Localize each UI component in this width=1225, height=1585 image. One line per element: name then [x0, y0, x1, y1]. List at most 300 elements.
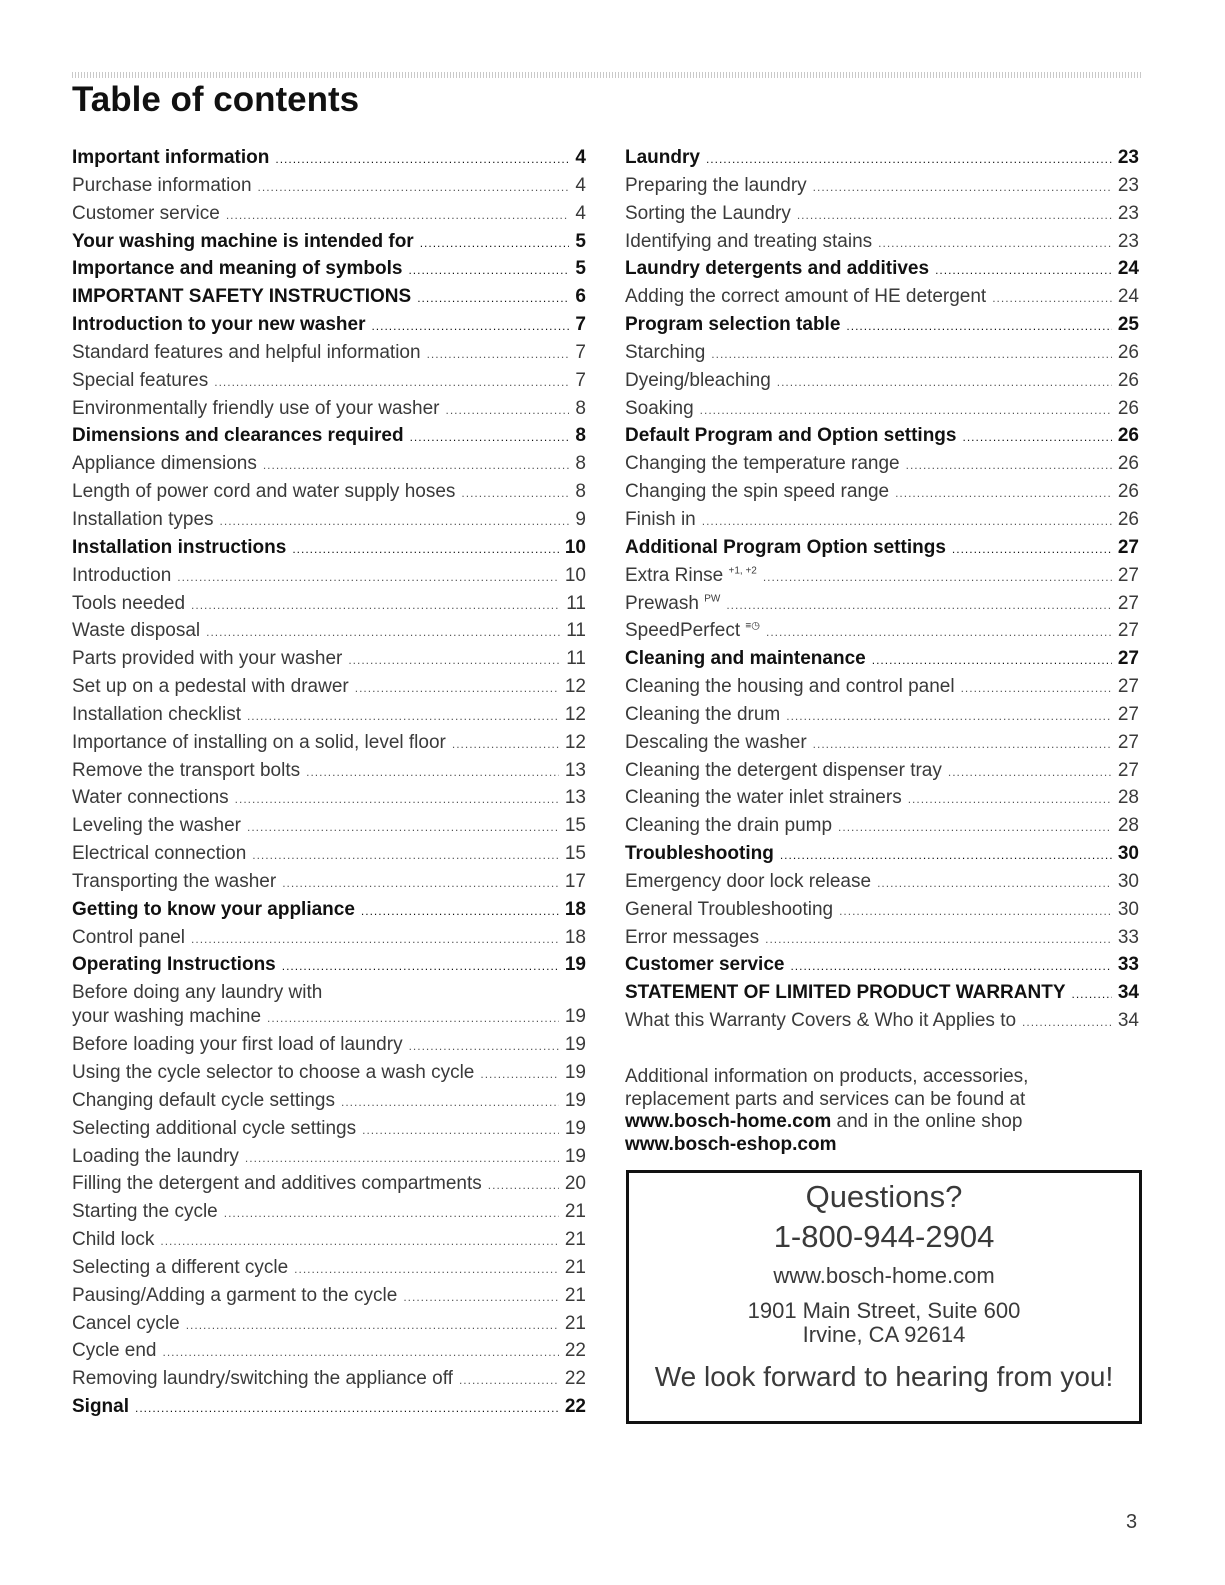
- dot-leader: [872, 653, 1112, 667]
- toc-entry[interactable]: [72, 1201, 586, 1229]
- dot-leader: [895, 486, 1112, 500]
- dot-leader: [786, 709, 1112, 723]
- toc-page-number: 27: [1117, 676, 1139, 698]
- toc-section-entry[interactable]: [72, 314, 586, 342]
- dot-leader: [906, 458, 1112, 472]
- toc-section-entry[interactable]: [625, 843, 1139, 871]
- toc-entry[interactable]: [72, 704, 586, 732]
- bosch-home-link[interactable]: www.bosch-home.com: [625, 1111, 832, 1132]
- dot-leader: [952, 542, 1112, 556]
- toc-entry[interactable]: [625, 370, 1139, 398]
- info-line-2: replacement parts and services can be found at: [625, 1088, 1026, 1110]
- toc-entry-title: Environmentally friendly use of your washer: [72, 397, 440, 419]
- toc-entry-title: Selecting additional cycle settings: [72, 1117, 357, 1139]
- toc-entry[interactable]: [625, 398, 1139, 426]
- toc-page-number: 15: [564, 843, 586, 865]
- toc-left-column: [72, 147, 586, 1424]
- toc-entry-title: Default Program and Option settings: [625, 425, 957, 447]
- toc-entry[interactable]: [72, 1285, 586, 1313]
- dot-leader: [1072, 987, 1112, 1001]
- toc-entry-title: Importance and meaning of symbols: [72, 258, 403, 280]
- toc-entry[interactable]: [625, 481, 1139, 509]
- toc-entry-title: Cleaning the water inlet strainers: [625, 787, 902, 809]
- toc-section-entry[interactable]: [72, 537, 586, 565]
- toc-entry-title: Changing the temperature range: [625, 453, 900, 475]
- toc-entry-title: Control panel: [72, 926, 186, 948]
- toc-page-number: 27: [1117, 592, 1139, 614]
- toc-page-number: 22: [564, 1396, 586, 1418]
- toc-page-number: 21: [564, 1256, 586, 1278]
- dot-leader: [1022, 1015, 1112, 1029]
- dot-leader: [160, 1234, 558, 1248]
- toc-entry-title: Appliance dimensions: [72, 453, 257, 475]
- address-line-2: Irvine, CA 92614: [802, 1322, 966, 1347]
- toc-entry-title: Starching: [625, 341, 706, 363]
- toc-page-number: 19: [564, 1034, 586, 1056]
- toc-entry-title: Soaking: [625, 397, 694, 419]
- dot-leader: [258, 180, 570, 194]
- toc-entry-title: Electrical connection: [72, 843, 247, 865]
- dot-leader: [306, 765, 559, 779]
- toc-entry-title: Important information: [72, 147, 270, 168]
- dot-leader: [282, 876, 559, 890]
- toc-right-column: [625, 147, 1139, 1038]
- toc-entry-title: Troubleshooting: [625, 843, 774, 865]
- toc-entry[interactable]: [72, 760, 586, 788]
- toc-page-number: 8: [575, 453, 586, 475]
- toc-entry-title: Selecting a different cycle: [72, 1256, 289, 1278]
- toc-entry-title: Cleaning the drum: [625, 703, 781, 725]
- toc-entry[interactable]: [625, 927, 1139, 955]
- toc-entry-title: Operating Instructions: [72, 954, 276, 976]
- toc-page-number: 13: [564, 759, 586, 781]
- dot-leader: [877, 876, 1112, 890]
- toc-entry[interactable]: [72, 1229, 586, 1257]
- toc-page-number: 7: [575, 369, 586, 391]
- toc-page-number: 24: [1117, 258, 1139, 280]
- toc-entry[interactable]: [625, 871, 1139, 899]
- dot-leader: [420, 236, 570, 250]
- toc-entry[interactable]: [72, 1146, 586, 1174]
- toc-page-number: 8: [575, 397, 586, 419]
- toc-page-number: 11: [566, 592, 586, 614]
- toc-entry-title: Laundry detergents and additives: [625, 258, 930, 280]
- address-line-1: 1901 Main Street, Suite 600: [747, 1298, 1021, 1323]
- dot-leader: [220, 514, 570, 528]
- toc-entry-title: Waste disposal: [72, 620, 201, 642]
- toc-section-entry[interactable]: [625, 314, 1139, 342]
- dot-leader: [282, 959, 559, 973]
- toc-entry-title: Introduction: [72, 564, 172, 586]
- toc-entry[interactable]: [625, 342, 1139, 370]
- closing-message: We look forward to hearing from you!: [654, 1361, 1114, 1392]
- toc-entry-title: your washing machine: [72, 1006, 262, 1028]
- toc-page-number: 5: [575, 230, 586, 252]
- top-divider: [72, 72, 1142, 78]
- toc-entry-title: Filling the detergent and additives compartments: [72, 1173, 482, 1195]
- dot-leader: [700, 403, 1112, 417]
- toc-section-entry[interactable]: [72, 147, 586, 175]
- toc-page-number: 22: [564, 1368, 586, 1390]
- dot-leader: [908, 792, 1112, 806]
- dot-leader: [371, 319, 569, 333]
- toc-entry[interactable]: [72, 1006, 586, 1034]
- toc-page-number: 25: [1117, 314, 1139, 336]
- toc-section-entry[interactable]: [72, 286, 586, 314]
- toc-entry[interactable]: [72, 1257, 586, 1285]
- toc-entry[interactable]: [72, 593, 586, 621]
- dot-leader: [186, 1318, 559, 1332]
- toc-entry-title: Installation instructions: [72, 536, 287, 558]
- toc-page-number: 21: [564, 1284, 586, 1306]
- toc-page-number: 11: [566, 648, 586, 670]
- toc-page-number: 23: [1117, 174, 1139, 196]
- dot-leader: [163, 1345, 559, 1359]
- toc-entry-title: Introduction to your new washer: [72, 314, 366, 336]
- toc-page-number: 7: [575, 314, 586, 336]
- toc-page-number: 34: [1117, 1010, 1139, 1032]
- toc-page-number: 10: [564, 564, 586, 586]
- dot-leader: [247, 709, 559, 723]
- toc-section-entry[interactable]: [72, 231, 586, 259]
- toc-page-number: 21: [564, 1229, 586, 1251]
- toc-page-number: 17: [564, 870, 586, 892]
- toc-entry-title: Signal: [72, 1396, 130, 1418]
- dot-leader: [962, 430, 1111, 444]
- toc-page-number: 27: [1117, 703, 1139, 725]
- dot-leader: [214, 375, 569, 389]
- toc-page-number: 12: [564, 731, 586, 753]
- toc-entry-title: Emergency door lock release: [625, 870, 872, 892]
- toc-entry[interactable]: [625, 732, 1139, 760]
- toc-section-entry[interactable]: [625, 648, 1139, 676]
- toc-page-number: 19: [564, 1089, 586, 1111]
- toc-entry[interactable]: [72, 927, 586, 955]
- toc-entry-title: Child lock: [72, 1229, 155, 1251]
- questions-box: [626, 1170, 1142, 1424]
- toc-page-number: 27: [1117, 536, 1139, 558]
- option-symbol: PW: [704, 593, 721, 605]
- dot-leader: [711, 347, 1112, 361]
- dot-leader: [267, 1011, 559, 1025]
- dot-leader: [275, 152, 569, 166]
- dot-leader: [838, 820, 1112, 834]
- toc-page-number: 12: [564, 703, 586, 725]
- dot-leader: [427, 347, 570, 361]
- toc-entry[interactable]: [72, 1118, 586, 1146]
- toc-entry-title: Pausing/Adding a garment to the cycle: [72, 1284, 398, 1306]
- toc-page-number: 26: [1117, 369, 1139, 391]
- dot-leader: [480, 1067, 559, 1081]
- toc-entry[interactable]: [72, 175, 586, 203]
- toc-entry[interactable]: [72, 1034, 586, 1062]
- toc-entry-title: Using the cycle selector to choose a wash cycle: [72, 1062, 475, 1083]
- toc-entry-title: Preparing the laundry: [625, 174, 807, 196]
- toc-entry[interactable]: [72, 342, 586, 370]
- toc-entry[interactable]: [625, 620, 1139, 648]
- toc-page-number: 20: [564, 1173, 586, 1195]
- toc-entry[interactable]: [625, 509, 1139, 537]
- toc-page-number: 23: [1117, 230, 1139, 252]
- option-symbol: ≡◷: [745, 621, 760, 633]
- dot-leader: [341, 1095, 559, 1109]
- page-title: Table of contents: [72, 80, 360, 119]
- toc-entry[interactable]: [625, 593, 1139, 621]
- dot-leader: [726, 598, 1112, 612]
- toc-entry-title: IMPORTANT SAFETY INSTRUCTIONS: [72, 286, 412, 308]
- dot-leader: [765, 932, 1112, 946]
- toc-entry-title: Your washing machine is intended for: [72, 230, 414, 252]
- toc-entry[interactable]: [625, 676, 1139, 704]
- toc-entry-title: Installation checklist: [72, 703, 241, 725]
- toc-entry[interactable]: [72, 871, 586, 899]
- dot-leader: [191, 932, 559, 946]
- toc-entry[interactable]: [72, 648, 586, 676]
- website: www.bosch-home.com: [773, 1263, 995, 1288]
- additional-info: [625, 1066, 1095, 1156]
- dot-leader: [813, 737, 1112, 751]
- toc-page-number: 19: [564, 1117, 586, 1139]
- toc-entry-title: Tools needed: [72, 592, 186, 614]
- toc-page-number: 33: [1117, 926, 1139, 948]
- toc-entry-title: STATEMENT OF LIMITED PRODUCT WARRANTY: [625, 982, 1066, 1004]
- toc-entry[interactable]: [72, 1062, 586, 1090]
- dot-leader: [135, 1401, 559, 1415]
- dot-leader: [992, 291, 1112, 305]
- toc-entry-title: Changing default cycle settings: [72, 1089, 335, 1111]
- toc-page-number: 26: [1117, 453, 1139, 475]
- toc-page-number: 26: [1117, 508, 1139, 530]
- toc-entry-title: Sorting the Laundry: [625, 202, 791, 224]
- questions-heading: Questions?: [805, 1179, 963, 1214]
- dot-leader: [245, 1151, 559, 1165]
- dot-leader: [461, 486, 569, 500]
- toc-entry-title: Extra Rinse $^{+1, +2}$: [625, 564, 757, 586]
- toc-entry-title: SpeedPerfect ≡◷: [625, 620, 760, 642]
- toc-page-number: 30: [1117, 843, 1139, 865]
- toc-page-number: 33: [1117, 954, 1139, 976]
- toc-section-entry[interactable]: [72, 954, 586, 982]
- toc-entry[interactable]: [72, 398, 586, 426]
- dot-leader: [409, 1039, 559, 1053]
- toc-section-entry[interactable]: [625, 147, 1139, 175]
- toc-entry-title: Program selection table: [625, 314, 841, 336]
- toc-section-entry[interactable]: [625, 425, 1139, 453]
- dot-leader: [446, 403, 570, 417]
- dot-leader: [839, 904, 1112, 918]
- toc-page-number: 26: [1117, 425, 1139, 447]
- toc-entry-title: Before loading your first load of laundry: [72, 1034, 403, 1056]
- toc-page-number: 9: [575, 508, 586, 530]
- toc-entry[interactable]: [72, 982, 586, 1006]
- toc-entry-title: Dimensions and clearances required: [72, 425, 404, 447]
- dot-leader: [177, 570, 559, 584]
- toc-entry[interactable]: [625, 1010, 1139, 1038]
- toc-section-entry[interactable]: [625, 537, 1139, 565]
- toc-entry-title: Finish in: [625, 508, 696, 530]
- toc-entry-title: Leveling the washer: [72, 815, 241, 837]
- toc-entry-title: Cleaning and maintenance: [625, 648, 866, 670]
- toc-entry[interactable]: [72, 1173, 586, 1201]
- dot-leader: [235, 792, 559, 806]
- toc-entry[interactable]: [625, 231, 1139, 259]
- toc-section-entry[interactable]: [625, 954, 1139, 982]
- toc-entry-title: Parts provided with your washer: [72, 648, 343, 670]
- toc-entry[interactable]: [72, 481, 586, 509]
- toc-entry[interactable]: [625, 899, 1139, 927]
- toc-entry[interactable]: [625, 286, 1139, 314]
- toc-entry-title: Installation types: [72, 508, 214, 530]
- toc-entry[interactable]: [72, 815, 586, 843]
- dot-leader: [961, 681, 1112, 695]
- toc-entry[interactable]: [625, 704, 1139, 732]
- toc-page-number: 18: [564, 898, 586, 920]
- toc-page-number: 27: [1117, 731, 1139, 753]
- toc-entry-title: Purchase information: [72, 174, 252, 196]
- toc-entry[interactable]: [625, 453, 1139, 481]
- dot-leader: [362, 1123, 559, 1137]
- toc-page-number: 24: [1117, 286, 1139, 308]
- toc-page-number: 30: [1117, 870, 1139, 892]
- toc-entry-title: Loading the laundry: [72, 1145, 239, 1167]
- toc-page-number: 13: [564, 787, 586, 809]
- info-mid: and in the online shop: [831, 1111, 1023, 1132]
- toc-entry-title: Prewash $^{PW}$: [625, 592, 721, 614]
- toc-section-entry[interactable]: [625, 258, 1139, 286]
- toc-page-number: 19: [564, 1062, 586, 1083]
- toc-entry[interactable]: [72, 732, 586, 760]
- toc-entry[interactable]: [625, 565, 1139, 593]
- toc-entry-title: Water connections: [72, 787, 229, 809]
- toc-section-entry[interactable]: [72, 1396, 586, 1424]
- toc-entry-title: Identifying and treating stains: [625, 230, 873, 252]
- toc-entry-title: Importance of installing on a solid, level floor: [72, 731, 446, 753]
- toc-entry-title: Set up on a pedestal with drawer: [72, 676, 349, 698]
- dot-leader: [790, 959, 1111, 973]
- dot-leader: [408, 263, 569, 277]
- toc-page-number: 10: [564, 536, 586, 558]
- dot-leader: [206, 625, 560, 639]
- toc-entry[interactable]: [625, 203, 1139, 231]
- dot-leader: [292, 542, 559, 556]
- toc-page-number: 30: [1117, 898, 1139, 920]
- toc-entry[interactable]: [72, 787, 586, 815]
- toc-entry[interactable]: [72, 203, 586, 231]
- toc-page-number: 11: [566, 620, 586, 642]
- dot-leader: [797, 208, 1112, 222]
- dot-leader: [763, 570, 1112, 584]
- toc-page-number: 28: [1117, 787, 1139, 809]
- toc-page-number: 22: [564, 1340, 586, 1362]
- toc-page-number: 7: [575, 341, 586, 363]
- toc-section-entry[interactable]: [625, 982, 1139, 1010]
- dot-leader: [459, 1373, 559, 1387]
- toc-page-number: 6: [575, 286, 586, 308]
- toc-page-number: 4: [575, 174, 586, 196]
- toc-section-entry[interactable]: [72, 258, 586, 286]
- bosch-eshop-link[interactable]: www.bosch-eshop.com: [625, 1133, 837, 1155]
- toc-page-number: 27: [1117, 564, 1139, 586]
- toc-entry-title: Cancel cycle: [72, 1312, 180, 1334]
- toc-page-number: 19: [564, 1006, 586, 1028]
- toc-entry-title: Laundry: [625, 147, 700, 168]
- toc-entry[interactable]: [72, 370, 586, 398]
- dot-leader: [935, 263, 1112, 277]
- toc-entry[interactable]: [72, 1368, 586, 1396]
- dot-leader: [813, 180, 1112, 194]
- toc-page-number: 8: [575, 425, 586, 447]
- toc-entry-title: Transporting the washer: [72, 870, 277, 892]
- toc-entry[interactable]: [625, 760, 1139, 788]
- toc-entry[interactable]: [625, 815, 1139, 843]
- dot-leader: [355, 681, 559, 695]
- dot-leader: [403, 1290, 559, 1304]
- dot-leader: [948, 765, 1112, 779]
- toc-entry[interactable]: [72, 620, 586, 648]
- option-symbol: +1, +2: [728, 565, 757, 577]
- toc-entry[interactable]: [72, 1090, 586, 1118]
- toc-entry[interactable]: [625, 175, 1139, 203]
- toc-entry-title: Dyeing/bleaching: [625, 369, 771, 391]
- toc-page-number: 23: [1117, 147, 1139, 168]
- dot-leader: [452, 737, 559, 751]
- dot-leader: [846, 319, 1111, 333]
- toc-entry[interactable]: [72, 1313, 586, 1341]
- toc-entry-title: Cleaning the housing and control panel: [625, 676, 955, 698]
- toc-entry-title: Removing laundry/switching the appliance off: [72, 1368, 453, 1390]
- toc-section-entry[interactable]: [72, 899, 586, 927]
- toc-entry[interactable]: [72, 509, 586, 537]
- toc-entry-title: Starting the cycle: [72, 1201, 218, 1223]
- toc-entry-title: Getting to know your appliance: [72, 898, 355, 920]
- dot-leader: [702, 514, 1112, 528]
- toc-page-number: 15: [564, 815, 586, 837]
- dot-leader: [224, 1206, 559, 1220]
- toc-entry[interactable]: [72, 1340, 586, 1368]
- dot-leader: [361, 904, 559, 918]
- toc-entry[interactable]: [72, 453, 586, 481]
- toc-entry[interactable]: [72, 565, 586, 593]
- dot-leader: [252, 848, 559, 862]
- toc-entry-title: Length of power cord and water supply hoses: [72, 481, 456, 503]
- toc-page-number: 18: [564, 926, 586, 948]
- toc-page-number: 21: [564, 1312, 586, 1334]
- toc-page-number: 27: [1117, 759, 1139, 781]
- toc-entry[interactable]: [72, 676, 586, 704]
- dot-leader: [294, 1262, 559, 1276]
- toc-section-entry[interactable]: [72, 425, 586, 453]
- toc-entry[interactable]: [72, 843, 586, 871]
- toc-page-number: 5: [575, 258, 586, 280]
- toc-entry[interactable]: [625, 787, 1139, 815]
- dot-leader: [226, 208, 570, 222]
- phone-number: 1-800-944-2904: [773, 1219, 995, 1254]
- dot-leader: [766, 625, 1112, 639]
- toc-entry-title: Customer service: [625, 954, 785, 976]
- toc-entry-title: Descaling the washer: [625, 731, 807, 753]
- toc-page-number: 27: [1117, 648, 1139, 670]
- toc-page-number: 26: [1117, 481, 1139, 503]
- toc-page-number: 26: [1117, 341, 1139, 363]
- dot-leader: [878, 236, 1112, 250]
- dot-leader: [777, 375, 1112, 389]
- toc-entry-title: Remove the transport bolts: [72, 759, 301, 781]
- toc-page-number: 27: [1117, 620, 1139, 642]
- toc-entry-title: Customer service: [72, 202, 220, 224]
- address: [629, 1299, 1139, 1347]
- toc-entry-title: Additional Program Option settings: [625, 536, 946, 558]
- toc-page-number: 26: [1117, 397, 1139, 419]
